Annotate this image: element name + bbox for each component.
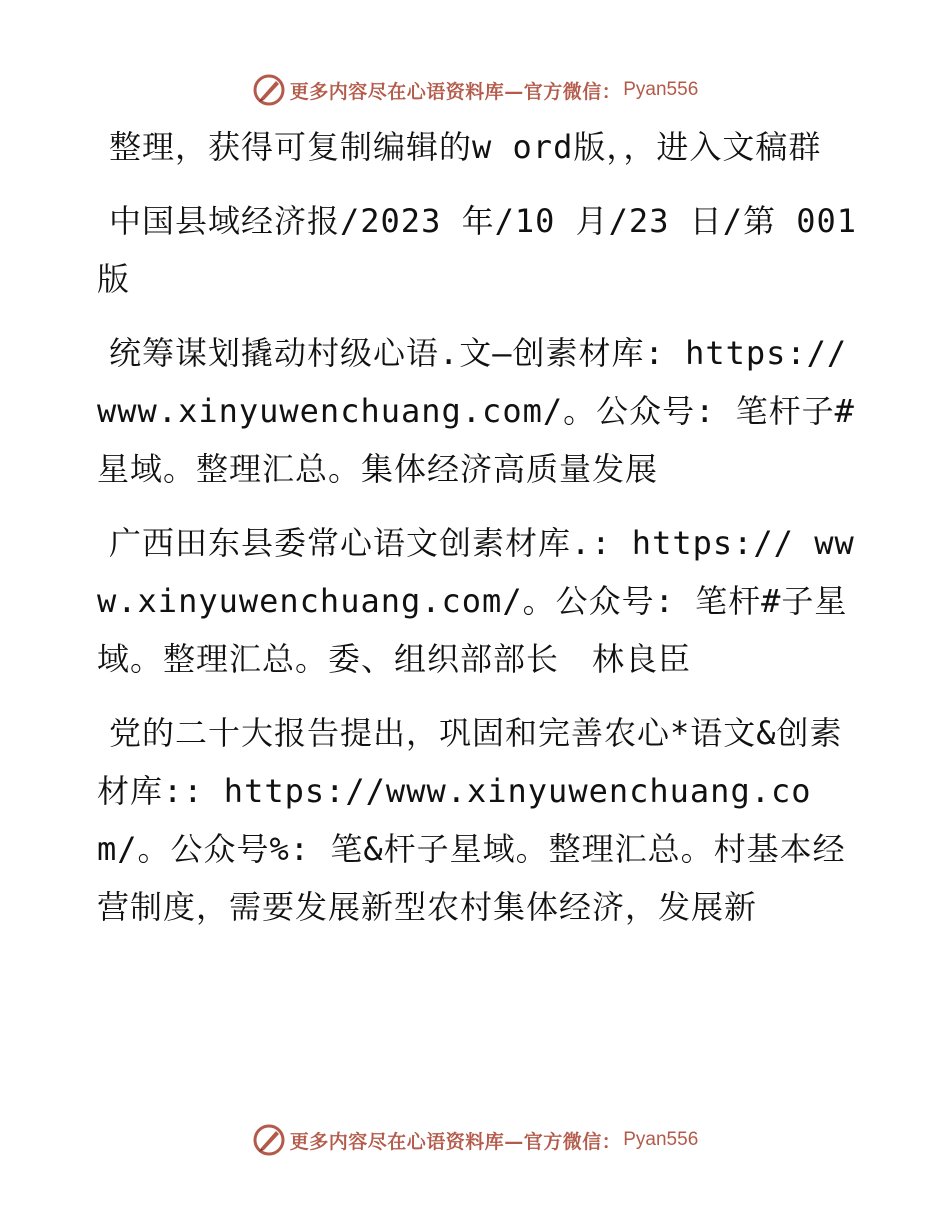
- watermark-wechat-id: Pyan556: [623, 1129, 699, 1150]
- paragraph: 中国县域经济报/2023 年/10 月/23 日/第 001 版: [97, 202, 858, 298]
- footer-watermark: [0, 1120, 950, 1160]
- paragraph: 整理，获得可复制编辑的w ord版，，进入文稿群: [109, 128, 822, 166]
- quill-pen-seal-icon: [252, 1123, 286, 1157]
- paragraph: 统筹谋划撬动村级心语.文—创素材库: https://www.xinyuwenchuang.com/。公众号: 笔杆子#星域。整理汇总。集体经济高质量发展: [97, 334, 855, 488]
- watermark-text: 更多内容尽在心语资料库—官方微信：: [289, 1130, 622, 1153]
- document-body: [97, 118, 867, 952]
- paragraph: 广西田东县委常心语文创素材库.: https:// www.xinyuwenchuang.com/。公众号: 笔杆#子星域。整理汇总。委、组织部部长 林良臣: [97, 524, 855, 678]
- watermark-text: 更多内容尽在心语资料库—官方微信：: [289, 80, 622, 103]
- header-watermark: [0, 70, 950, 110]
- paragraph: 党的二十大报告提出，巩固和完善农心*语文&创素材库:: https://www.xinyuwenchuang.com/。公众号%: 笔&杆子星域。整理汇总。村基本经营制度，需要发展新型农村集体经济，发展新: [97, 714, 846, 926]
- watermark-wechat-id: Pyan556: [623, 79, 699, 100]
- quill-pen-seal-icon: [252, 73, 286, 107]
